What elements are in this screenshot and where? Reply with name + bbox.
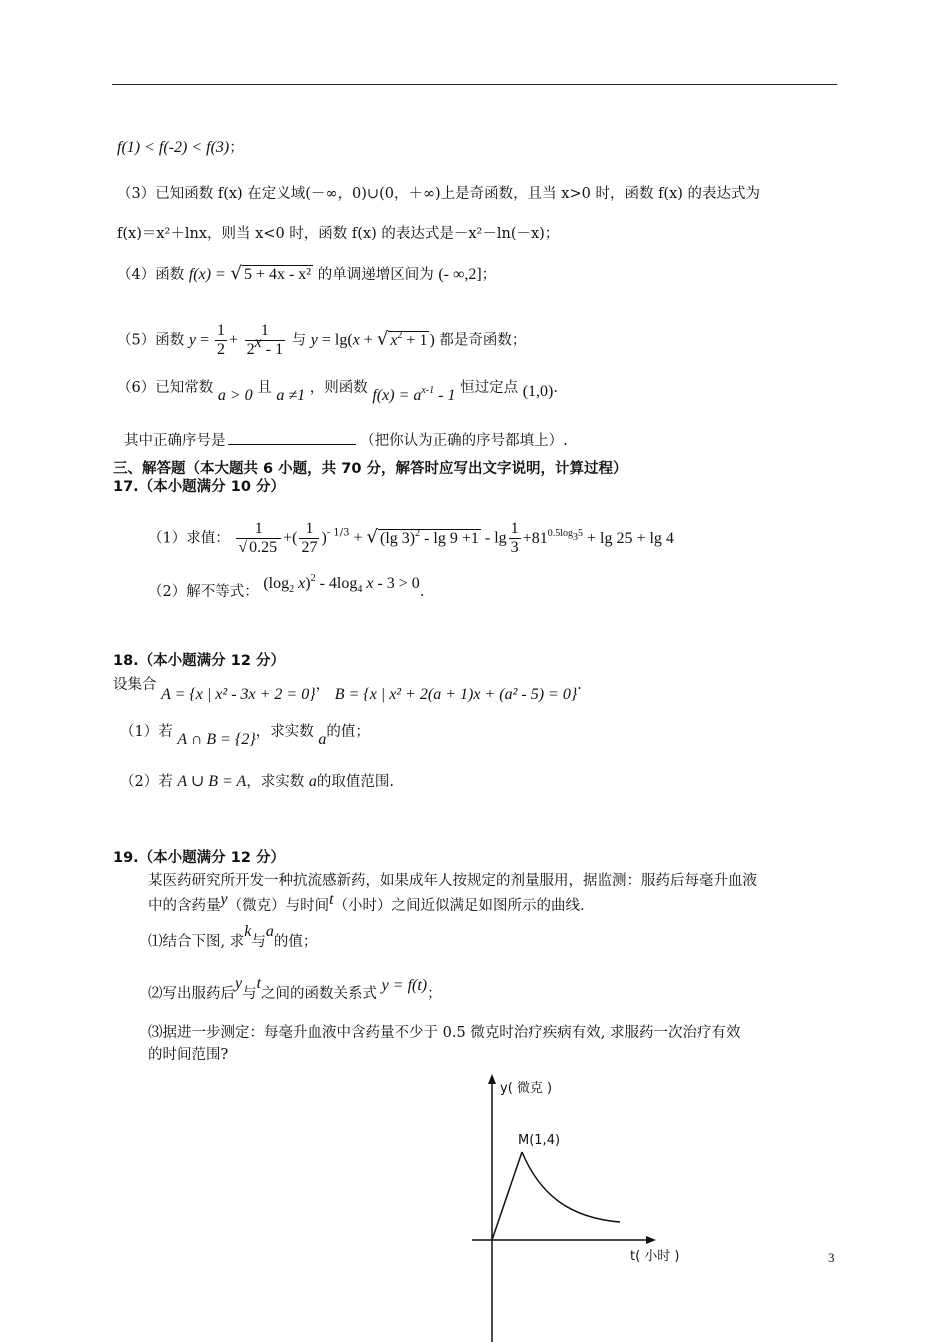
q19-part2-b: 与	[242, 986, 257, 1002]
q17-part1-label: （1）求值：	[148, 530, 230, 547]
q19-intro2-t: t	[329, 891, 334, 908]
q19-part2-t: t	[256, 975, 262, 992]
q19-part3-line1: ⑶据进一步测定：每毫升血液中含药量不少于 0.5 微克时治疗疾病有效, 求服药一次治疗有效	[148, 1025, 741, 1041]
q19-intro2-y: y	[220, 891, 228, 908]
item-6-cond: a ≠1	[276, 387, 306, 404]
q18-sets	[113, 675, 582, 703]
set-a: A = {x | x² - 3x + 2 = 0}	[161, 686, 316, 703]
item-6-func: $f(x) = a^{x-1} - 1$	[372, 385, 456, 404]
q18-header: 18.（本小题满分 12 分）	[113, 653, 285, 669]
rising-segment	[492, 1152, 522, 1240]
q19-part1-a: ⑴结合下图, 求	[148, 934, 245, 950]
q17-part2-label: （2）解不等式：	[148, 584, 259, 600]
set-end: .	[577, 677, 582, 693]
item-3-line1: （3）已知函数 f(x) 在定义域(－∞，0)∪(0，＋∞)上是奇函数，且当 x>0 时，函数 f(x) 的表达式为	[117, 186, 761, 202]
q19-part2-f: y = f(t)	[381, 977, 428, 994]
item-6-label: （6）已知常数	[117, 380, 214, 396]
fraction-sqrt: $\frac{1}{√ 0.25}$	[236, 520, 281, 557]
q19-part2-d: ；	[427, 986, 442, 1002]
item-4-f: f(x) =	[188, 266, 226, 283]
q17-inequality: ($\log_2$ $x)^2 - 4\log_4$ x - 3 > 0	[263, 573, 420, 595]
q19-part1-var: a	[265, 923, 274, 940]
q18-set-label: 设集合	[113, 677, 157, 693]
section-title: 三、解答题（本大题共 6 小题，共 70 分，解答时应写出文字说明，计算过程）	[113, 461, 628, 477]
q19-intro2-c: （小时）之间近似满足如图所示的曲线.	[333, 898, 585, 914]
inequality-line	[117, 138, 244, 158]
fraction-half: $\frac{1}{2}$	[216, 322, 225, 358]
q17-header: 17.（本小题满分 10 分）	[113, 479, 285, 495]
q18-part2-mid: ，求实数	[246, 774, 305, 790]
q18-part1-pre: （1）若	[120, 724, 173, 740]
q18-part2-pre: （2）若	[120, 774, 173, 790]
q18-part1-tail: 的值；	[326, 724, 370, 740]
item-6-point: (1,0)	[522, 383, 554, 400]
item-6-text1: ，则函数	[309, 380, 368, 396]
q17-part2-tail: .	[419, 584, 425, 600]
item-6	[117, 378, 558, 404]
item-4	[117, 264, 496, 285]
item-6-text2: 恒过定点	[460, 380, 519, 396]
item-5-label: （5）函数	[117, 332, 185, 349]
x-axis-arrow-icon	[646, 1236, 656, 1244]
q18-part2	[120, 772, 394, 792]
answer-prompt-hint: （把你认为正确的序号都填上）.	[360, 433, 568, 449]
item-6-tail: .	[553, 380, 558, 396]
item-5-y: y	[188, 331, 196, 349]
q18-part1	[120, 722, 370, 748]
q19-part2	[148, 975, 442, 1004]
answer-blank[interactable]	[228, 430, 356, 445]
fraction-exp: $\frac{1}{2^x - 1}$	[246, 322, 284, 358]
q19-part1-c: 的值；	[273, 934, 318, 950]
function-order: f(1) < f(-2) < f(3)	[117, 139, 230, 156]
radical-icon: √	[230, 263, 242, 284]
q19-part2-y: y	[235, 975, 243, 992]
q17-part2	[148, 573, 425, 602]
q17-part1: （1）求值： $\frac{1}{√ 0.25}$ +( $\frac{1}{27}$ )$^{- 1/3}$ + √ (lg 3)$^2$ - lg 9 +1 - lg $\frac{1}{3}$ $+81^{0.5log_35} + \lg 25 + \lg 4$	[148, 520, 674, 556]
q19-header: 19.（本小题满分 12 分）	[113, 850, 285, 866]
header-rule	[112, 84, 837, 85]
q19-intro2	[148, 891, 585, 916]
q18-part2-tail: 的取值范围.	[316, 774, 395, 790]
answer-prompt	[124, 430, 568, 451]
q19-part2-a: ⑵写出服药后	[148, 986, 235, 1002]
item-4-label: （4）函数	[117, 267, 185, 283]
q19-part2-c: 之间的函数关系式	[261, 986, 378, 1002]
decay-curve	[522, 1152, 620, 1222]
x-axis-label: t( 小时 )	[630, 1249, 680, 1264]
q19-intro1: 某医药研究所开发一种抗流感新药，如果成年人按规定的剂量服用，据监测：服药后每毫升血液	[148, 873, 757, 889]
q18-part1-cond: A ∩ B = {2}	[177, 731, 256, 748]
item-6-and: 且	[257, 380, 272, 396]
item-5: （5）函数 y = $\frac{1}{2}$ + $\frac{1}{2^x - 1}$ 与 y = lg(x + √ $x^2 + 1$ ) 都是奇函数；	[117, 322, 527, 358]
item-5-mid: 与	[291, 332, 307, 349]
item-4-radicand: 5 + 4x - x²	[243, 266, 312, 283]
answer-prompt-text: 其中正确序号是	[124, 433, 226, 449]
concentration-graph	[460, 1070, 710, 1344]
q19-intro2-b: （微克）与时间	[227, 898, 330, 914]
item-6-a: a > 0	[217, 387, 253, 404]
point-m-label: M(1,4)	[518, 1133, 561, 1148]
radical-icon: √	[376, 328, 389, 350]
q19-part1	[148, 923, 318, 952]
q18-part1-var: a	[318, 731, 327, 748]
item-4-tail: ；	[481, 267, 497, 283]
radical-icon: √	[366, 526, 378, 548]
y-axis-arrow-icon	[488, 1074, 496, 1084]
q18-part2-var: a	[308, 773, 317, 790]
q19-part1-k: k	[244, 923, 252, 940]
q18-part2-cond: A ∪ B = A	[177, 773, 247, 790]
item-5-tail: 都是奇函数；	[439, 332, 527, 349]
set-separator: ，	[315, 677, 331, 693]
q18-part1-mid: ，求实数	[255, 724, 314, 740]
page-number: 3	[828, 1250, 835, 1265]
y-axis-label: y( 微克 )	[500, 1081, 553, 1096]
q19-intro2-a: 中的含药量	[148, 898, 221, 914]
q19-part3-line2: 的时间范围?	[148, 1047, 229, 1063]
item-3-line2: f(x)＝x²＋lnx，则当 x<0 时，函数 f(x) 的表达式是－x²－ln(－x)；	[117, 226, 560, 242]
set-b: B = {x | x² + 2(a + 1)x + (a² - 5) = 0}	[334, 686, 578, 703]
q19-part1-b: 与	[251, 934, 266, 950]
item-4-mid: 的单调递增区间为	[317, 267, 434, 283]
item-4-interval: (- ∞,2]	[438, 266, 482, 283]
inequality-tail: ；	[229, 140, 244, 156]
